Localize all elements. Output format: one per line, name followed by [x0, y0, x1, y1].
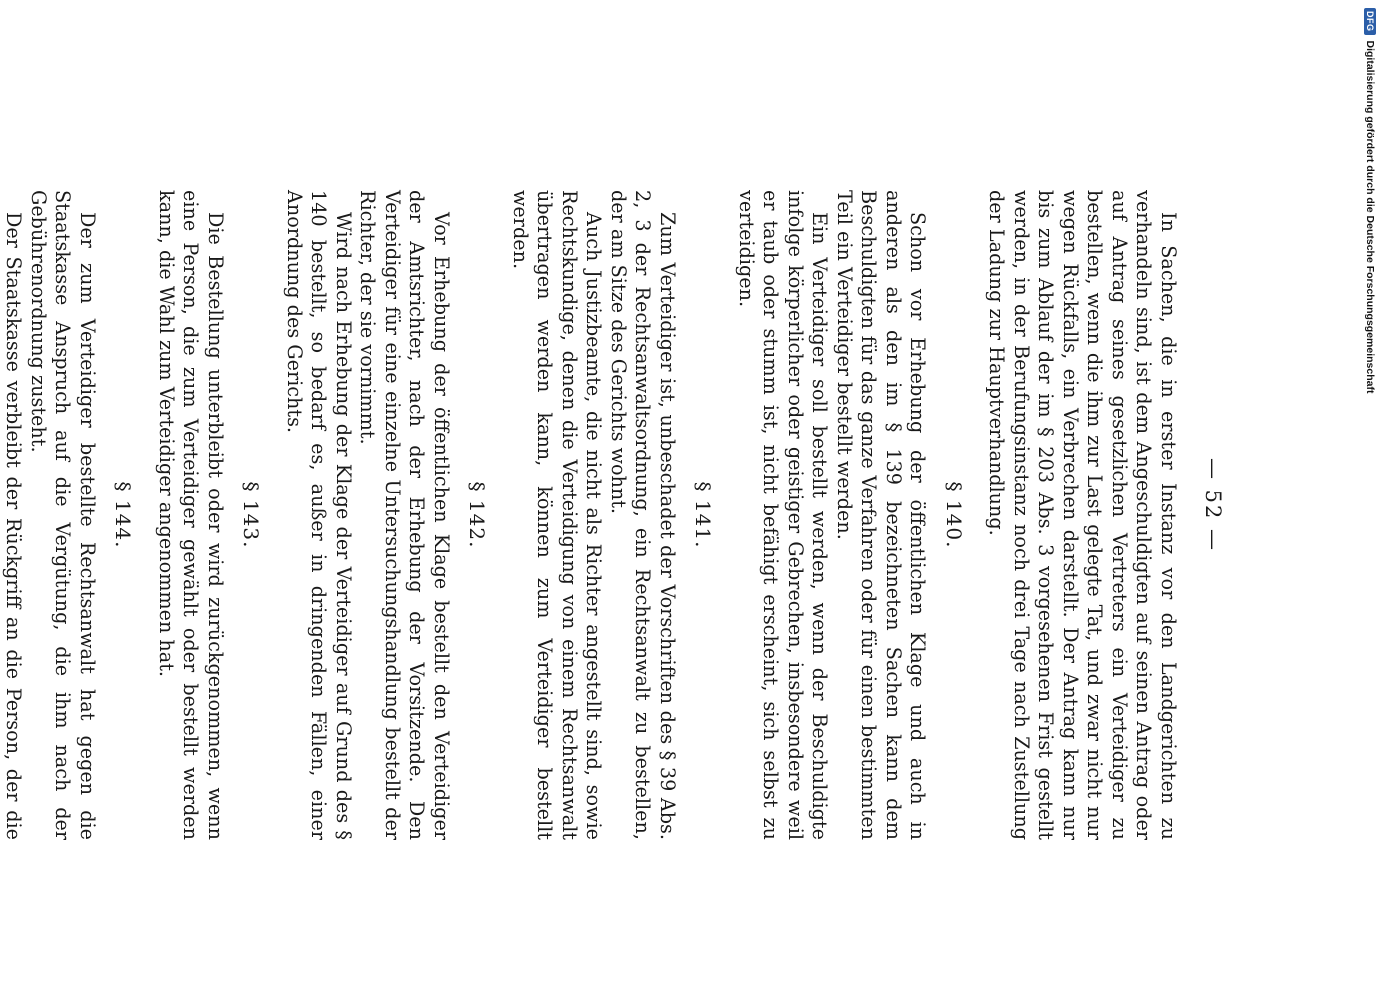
section-heading: § 142.: [465, 481, 490, 549]
page-text-block: [2, 170, 1225, 840]
paragraph: Zum Verteidiger ist, unbeschadet der Vorschriften des § 39 Abs. 2, 3 der Rechtsanwaltsordnung, ein Rechtsanwalt zu bestellen, der am Sitze des Gerichts wohnt.: [607, 190, 679, 840]
section-heading: § 140.: [942, 481, 966, 549]
dfg-logo: DFG: [1364, 8, 1376, 35]
paragraph: Der Staatskasse verbleibt der Rückgriff an die Person, der die: [2, 212, 26, 840]
paragraph: Wird nach Erhebung der Klage der Verteidiger auf Grund des § 140 bestellt, so bedarf es, außer in dringenden Fällen, einer Anordnung des Gerichts.: [283, 190, 355, 840]
paragraph: Der zum Verteidiger bestellte Rechtsanwalt hat gegen die Staatskasse Anspruch auf die Vergütung, die ihm nach der Gebührenordnung zusteht.: [27, 190, 99, 840]
paragraph: Schon vor Erhebung der öffentlichen Klage und auch in anderen als den im § 139 bezeichneten Sachen kann dem Beschuldigten für das ganze Verfahren oder für einen bestimmten Teil ein Verteidiger bestellt werden.: [833, 190, 930, 840]
paragraph: Auch Justizbeamte, die nicht als Richter angestellt sind, sowie Rechtskundige, denen die Verteidigung von einem Rechtsanwalt übertragen werden kann, können zum Verteidiger bestellt werden.: [509, 190, 606, 840]
credit-text: Digitalisierung gefördert durch die Deutsche Forschungsgemeinschaft: [1364, 40, 1376, 394]
paragraph: Vor Erhebung der öffentlichen Klage bestellt den Verteidiger der Amtsrichter, nach der Erhebung der Vorsitzende. Den Verteidiger für eine einzelne Untersuchungshandlung bestellt der Richter, der sie vornimmt.: [356, 190, 453, 840]
digitization-credit: [1360, 8, 1383, 408]
paragraph: Die Bestellung unterbleibt oder wird zurückgenommen, wenn eine Person, die zum Verteidiger gewählt oder bestellt werden kann, die Wahl zum Verteidiger angenommen hat.: [155, 190, 227, 840]
paragraph: In Sachen, die in erster Instanz vor den Landgerichten zu verhandeln sind, ist dem Angeschuldigten auf seinen Antrag oder auf Antrag seines gesetzlichen Vertreters ein Verteidiger zu bestellen, wenn die ihm zur Last gelegte Tat, und zwar nicht nur wegen Rückfalls, ein Verbrechen darstellt. Der Antrag kann nur bis zum Ablauf der im § 203 Abs. 3 vorgesehenen Frist gestellt werden, in der Berufungsinstanz noch drei Tage nach Zustellung der Ladung zur Hauptverhandlung.: [985, 190, 1180, 840]
section-heading: § 144.: [111, 481, 136, 549]
page-number: — 52 —: [1201, 457, 1225, 553]
paragraph: Ein Verteidiger soll bestellt werden, wenn der Beschuldigte infolge körperlicher oder geistiger Gebrechen, insbesondere weil er taub oder stumm ist, nicht befähigt erscheint, sich selbst zu verteidigen.: [735, 190, 832, 840]
section-heading: § 141.: [691, 481, 716, 549]
section-heading: § 143.: [239, 481, 264, 549]
text-column: [0, 190, 1180, 840]
